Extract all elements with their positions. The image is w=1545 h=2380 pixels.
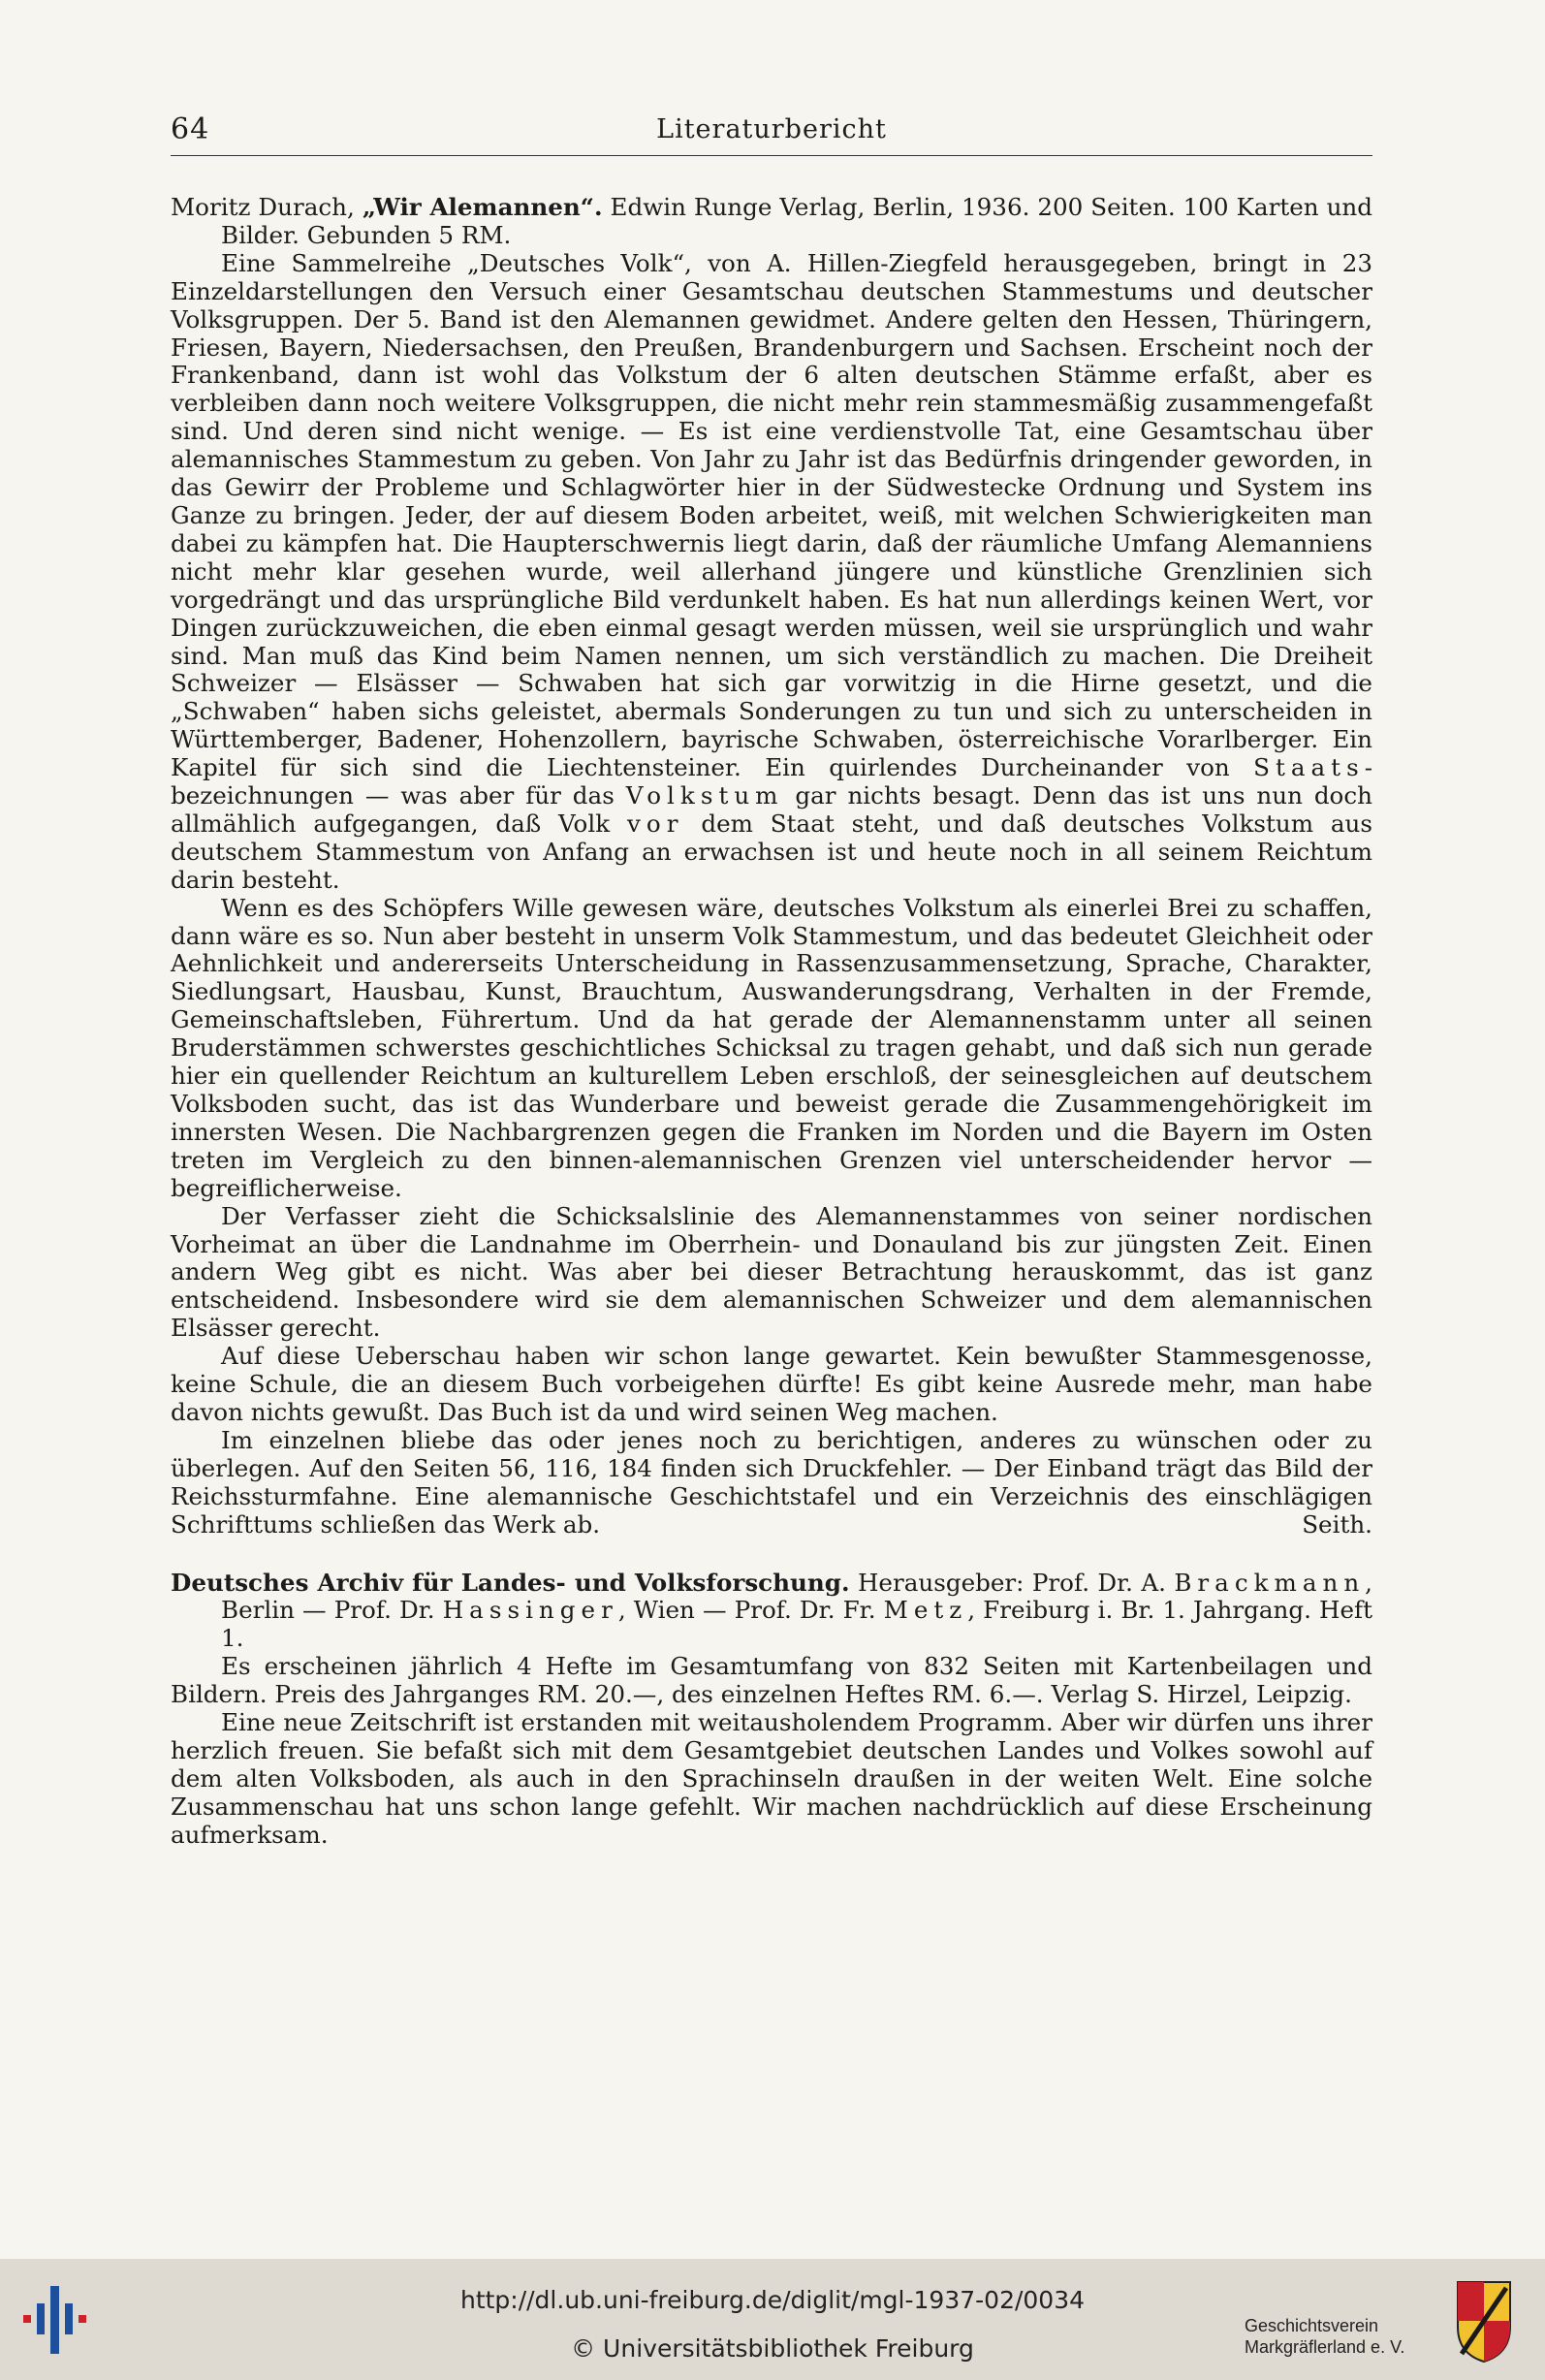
society-name <box>1245 2315 1448 2358</box>
heading-text: , Wien — Prof. Dr. Fr. <box>617 1596 876 1625</box>
page-number: 64 <box>171 112 210 146</box>
document-url-link[interactable]: http://dl.ub.uni-freiburg.de/diglit/mgl-1937-02/0034 <box>459 2286 1086 2314</box>
entry-2-title: Deutsches Archiv für Landes- und Volksforschung. <box>171 1568 850 1597</box>
entry-1-paragraph-3: Der Verfasser zieht die Schicksalslinie des Alemannenstammes von seiner nordischen Vorheimat an über die Landnahme im Oberrhein- und Donauland bis zur jüngsten Zeit. Einen andern Weg gibt es nicht. Was aber bei dieser Betrachtung herauskommt, das ist ganz entscheidend. Insbesondere wird sie dem alemannischen Schweizer und dem alemannischen Elsässer gerecht. <box>171 1201 1372 1343</box>
entry-1-paragraph-1 <box>171 250 1372 895</box>
spaced-name: Brackmann <box>1174 1568 1366 1597</box>
heading-text: , Berlin — Prof. Dr. <box>221 1568 1372 1625</box>
paragraph-text: Eine Sammelreihe „Deutsches Volk“, von A. Hillen-Ziegfeld herausgegeben, bringt in 23 Einzeldarstellungen den Versuch einer Gesamtschau deutschen Stammestums und deutscher Volksgruppen. Der 5. Band ist den Alemannen gewidmet. Andere gelten den Hessen, Thüringern, Friesen, Bayern, Niedersachsen, den Preußen, Brandenburgern und Sachsen. Erscheint noch der Frankenband, dann ist wohl das Volkstum der 6 alten deutschen Stämme erfaßt, aber es verbleiben dann noch weitere Volksgruppen, die nicht mehr rein stammesmäßig zusammengefaßt sind. Und deren sind nicht wenige. — Es ist eine verdienstvolle Tat, eine Gesamtschau über alemannisches Stammestum zu geben. Von Jahr zu Jahr ist das Bedürfnis dringender geworden, in das Gewirr der Probleme und Schlagwörter hier in der Südwestecke Ordnung und System ins Ganze zu bringen. Jeder, der auf diesem Boden arbeitet, weiß, mit welchen Schwierigkeiten man dabei zu kämpfen hat. Die Haupterschwernis liegt darin, daß der räumliche Umfang Alemanniens nicht mehr klar gesehen wurde, weil allerhand jüngere und künstliche Grenzlinien sich vorgedrängt und das ursprüngliche Bild verdunkelt haben. Es hat nun allerdings keinen Wert, vor Dingen zurückzuweichen, die eben einmal gesagt werden müssen, weil sie ursprünglich und wahr sind. Man muß das Kind beim Namen nennen, um sich verständlich zu machen. Die Dreiheit Schweizer — Elsässer — Schwaben hat sich gar vorwitzig in die Hirne gesetzt, und die „Schwaben“ haben sichs geleistet, abermals Sonderungen zu tun und sich zu unterscheiden in Württemberger, Badener, Hohenzollern, bayrische Schwaben, österreichische Vorarlberger. Ein Kapitel für sich sind die Liechtensteiner. Ein quirlendes Durcheinander von <box>171 248 1372 782</box>
reviewer-signature: Seith. <box>1302 1509 1372 1539</box>
spaced-word: vor <box>627 809 684 838</box>
paragraph-text: Im einzelnen bliebe das oder jenes noch zu berichtigen, anderes zu wünschen oder zu überlegen. Auf den Seiten 56, 116, 184 finden sich Druckfehler. — Der Einband trägt das Bild der Reichssturmfahne. Eine alemannische Geschichtstafel und ein Verzeichnis des einschlägigen Schrifttums schließen das Werk ab. <box>171 1425 1372 1539</box>
page-body <box>171 194 1372 1850</box>
entry-2-paragraph-1: Es erscheinen jährlich 4 Hefte im Gesamtumfang von 832 Seiten mit Kartenbeilagen und Bildern. Preis des Jahrganges RM. 20.—, des einzelnen Heftes RM. 6.—. Verlag S. Hirzel, Leipzig. <box>171 1652 1372 1709</box>
spaced-name: Hassinger <box>442 1596 618 1625</box>
entry-1-publication: Edwin Runge Verlag, Berlin, 1936. 200 Seiten. 100 Karten und Bilder. Gebunden 5 RM. <box>221 193 1372 249</box>
paragraph-text: gar nichts besagt. Denn das ist uns nun doch allmählich aufgegangen, daß Volk <box>171 781 1372 838</box>
spaced-word: Staats <box>1253 753 1365 782</box>
heading-text: , Freiburg i. Br. 1. Jahrgang. Heft 1. <box>221 1596 1372 1653</box>
heading-text: Herausgeber: Prof. Dr. A. <box>857 1568 1166 1597</box>
entry-2-heading <box>171 1570 1372 1654</box>
spaced-name: Metz <box>883 1596 968 1625</box>
entry-2-paragraph-2: Eine neue Zeitschrift ist erstanden mit weitausholendem Programm. Aber wir dürfen uns ihrer herzlich freuen. Sie befaßt sich mit dem Gesamtgebiet deutschen Landes und Volkes sowohl auf dem alten Volksboden, als auch in den Sprachinseln draußen in der weiten Welt. Eine solche Zusammenschau hat uns schon lange gefehlt. Wir machen nachdrücklich auf diese Erscheinung aufmerksam. <box>171 1708 1372 1849</box>
running-title: Literaturbericht <box>656 114 887 144</box>
entry-1-paragraph-5 <box>171 1427 1372 1539</box>
coat-of-arms-icon[interactable] <box>1454 2276 1514 2365</box>
society-line-2: Markgräflerland e. V. <box>1245 2337 1405 2357</box>
paragraph-text: dem Staat steht, und daß deutsches Volkstum aus deutschem Stammestum von Anfang an erwachsen ist und heute noch in all seinem Reichtum darin besteht. <box>171 809 1372 894</box>
spaced-word: Volkstum <box>625 781 784 810</box>
page-header <box>171 109 1372 156</box>
copyright-notice: © Universitätsbibliothek Freiburg <box>571 2334 974 2363</box>
entry-1-paragraph-2: Wenn es des Schöpfers Wille gewesen wäre, deutsches Volkstum als einerlei Brei zu schaffen, dann wäre es so. Nun aber besteht in unserm Volk Stammestum, und das bedeutet Gleichheit oder Aehnlichkeit und andererseits Unterscheidung in Rassenzusammensetzung, Sprache, Charakter, Siedlungsart, Hausbau, Kunst, Brauchtum, Auswanderungsdrang, Verhalten in der Fremde, Gemeinschaftsleben, Führertum. Und da hat gerade der Alemannenstamm unter all seinen Bruderstämmen schwerstes geschichtliches Schicksal zu tragen gehabt, und daß sich nun gerade hier ein quellender Reichtum an kulturellem Leben erschloß, der seinesgleichen auf deutschem Volksboden sucht, das ist das Wunderbare und beweist gerade die Zusammengehörigkeit im innersten Wesen. Die Nachbargrenzen gegen die Franken im Norden und die Bayern im Osten treten im Vergleich zu den binnen-alemannischen Grenzen viel unterscheidender hervor — begreiflicherweise. <box>171 893 1372 1202</box>
society-line-1: Geschichtsverein <box>1245 2316 1379 2335</box>
entry-1-paragraph-4: Auf diese Ueberschau haben wir schon lange gewartet. Kein bewußter Stammesgenosse, keine Schule, die an diesem Buch vorbeigehen dürfte! Es gibt keine Ausrede mehr, man habe davon nichts gewußt. Das Buch ist da und wird seinen Weg machen. <box>171 1342 1372 1426</box>
entry-1-title: „Wir Alemannen“. <box>362 193 603 221</box>
paragraph-text: -bezeichnungen — was aber für das <box>171 753 1372 810</box>
entry-1-author: Moritz Durach, <box>171 193 355 221</box>
entry-1-heading <box>171 194 1372 250</box>
viewer-footer <box>0 2259 1545 2380</box>
